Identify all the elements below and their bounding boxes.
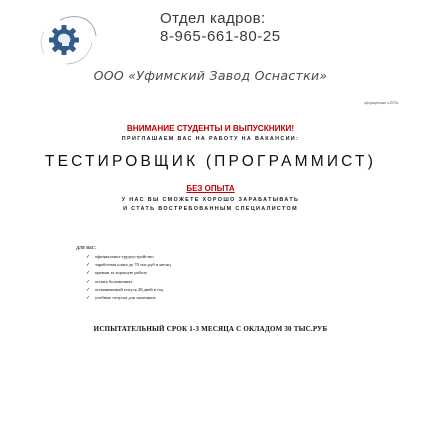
benefit-item <box>86 253 171 261</box>
hr-phone-number: 8-965-661-80-25 <box>160 28 281 45</box>
company-name: ООО «Уфимский Завод Оснастки» <box>93 68 328 83</box>
benefit-item <box>86 261 171 269</box>
benefit-text: заработная плата до 70 тыс.руб в месяц <box>95 262 171 268</box>
students-alert: ВНИМАНИЕ СТУДЕНТЫ И ВЫПУСКНИКИ! <box>126 124 295 133</box>
promise-line-1: У НАС ВЫ СМОЖЕТЕ ХОРОШО ЗАРАБАТЫВАТЬ <box>121 197 300 203</box>
gear-head-icon <box>36 12 100 68</box>
checkmark-icon: ✓ <box>86 295 91 301</box>
benefit-text: оплата больничных <box>95 278 133 284</box>
promise-line-2: И СТАТЬ ВОСТРЕБОВАННЫМ СПЕЦИАЛИСТОМ <box>123 206 298 212</box>
benefit-item <box>86 269 171 277</box>
hr-department-label: Отдел кадров: <box>160 10 266 27</box>
benefit-text: оплачиваемый отпуск 28 дней в год <box>95 286 164 292</box>
job-title: ТЕСТИРОВЩИК (ПРОГРАММИСТ) <box>44 153 377 170</box>
checkmark-icon: ✓ <box>86 263 91 269</box>
checkmark-icon: ✓ <box>86 287 91 293</box>
form-date-note: сформировано в 2015г. <box>364 101 399 105</box>
trial-period-note: ИСПЫТАТЕЛЬНЫЙ СРОК 1-3 МЕСЯЦА С ОКЛАДОМ 30 ТЫС.РУБ <box>93 325 328 333</box>
for-you-heading: для вас: <box>76 245 97 251</box>
checkmark-icon: ✓ <box>86 279 91 285</box>
invite-line: ПРИГЛАШАЕМ ВАС НА РАБОТУ НА ВАКАНСИИ: <box>121 136 300 142</box>
benefits-list <box>86 253 171 302</box>
benefit-item <box>86 286 171 294</box>
benefit-text: учебные отпуска для заочников <box>95 294 156 300</box>
no-experience-label: БЕЗ ОПЫТА <box>186 184 235 193</box>
benefit-text: премии за хорошую работу <box>95 270 148 276</box>
checkmark-icon: ✓ <box>86 271 91 277</box>
benefit-item <box>86 294 171 302</box>
checkmark-icon: ✓ <box>86 255 91 260</box>
company-logo <box>36 12 100 68</box>
benefit-text: официальное трудоустройство <box>95 254 154 259</box>
benefit-item <box>86 278 171 286</box>
